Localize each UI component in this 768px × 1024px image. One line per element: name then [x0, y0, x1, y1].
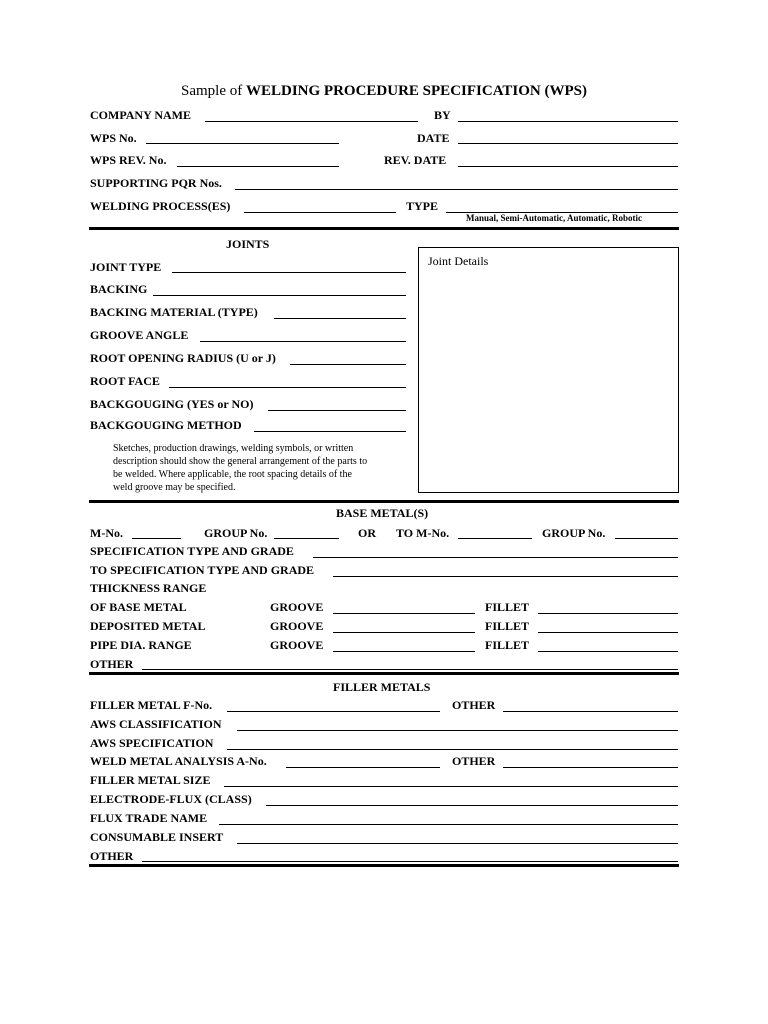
groove-label: GROOVE — [270, 638, 324, 652]
pipe-dia-fillet-field[interactable] — [538, 651, 678, 652]
base-metals-other-field[interactable] — [142, 669, 678, 670]
joints-note-line: weld groove may be specified. — [113, 482, 236, 493]
filler-metal-size-field[interactable] — [224, 786, 678, 787]
backing-field[interactable] — [153, 295, 406, 296]
groove-label: GROOVE — [270, 600, 324, 614]
title-prefix: Sample of — [181, 83, 243, 99]
date-field[interactable] — [458, 143, 678, 144]
electrode-flux-label: ELECTRODE-FLUX (CLASS) — [90, 792, 252, 806]
joint-type-label: JOINT TYPE — [90, 260, 162, 274]
backgouging-method-field[interactable] — [254, 431, 406, 432]
weld-metal-other-label: OTHER — [452, 754, 496, 768]
pipe-dia-groove-field[interactable] — [333, 651, 475, 652]
joints-note — [113, 442, 413, 494]
aws-specification-field[interactable] — [227, 749, 678, 750]
of-base-metal-label: OF BASE METAL — [90, 600, 187, 614]
by-field[interactable] — [458, 121, 678, 122]
consumable-insert-label: CONSUMABLE INSERT — [90, 830, 224, 844]
rev-date-label: REV. DATE — [384, 153, 447, 167]
group-no-2-label: GROUP No. — [542, 526, 606, 540]
backgouging-method-label: BACKGOUGING METHOD — [90, 418, 242, 432]
company-name-label: COMPANY NAME — [90, 108, 191, 122]
type-label: TYPE — [406, 199, 439, 213]
deposited-metal-label: DEPOSITED METAL — [90, 619, 206, 633]
supporting-pqr-label: SUPPORTING PQR Nos. — [90, 176, 222, 190]
wps-rev-no-label: WPS REV. No. — [90, 153, 167, 167]
backing-material-field[interactable] — [274, 318, 406, 319]
f-no-label: FILLER METAL F-No. — [90, 698, 213, 712]
m-no-label: M-No. — [90, 526, 123, 540]
f-no-field[interactable] — [227, 711, 440, 712]
base-metals-other-label: OTHER — [90, 657, 134, 671]
aws-specification-label: AWS SPECIFICATION — [90, 736, 214, 750]
flux-trade-name-label: FLUX TRADE NAME — [90, 811, 208, 825]
root-face-field[interactable] — [169, 387, 406, 388]
backing-material-label: BACKING MATERIAL (TYPE) — [90, 305, 258, 319]
joints-heading: JOINTS — [226, 237, 270, 251]
group-no-label: GROUP No. — [204, 526, 268, 540]
filler-metals-heading: FILLER METALS — [333, 680, 431, 694]
type-hint: Manual, Semi-Automatic, Automatic, Robotic — [466, 213, 642, 223]
electrode-flux-field[interactable] — [266, 805, 678, 806]
backing-label: BACKING — [90, 282, 148, 296]
section-divider-joints — [89, 227, 679, 230]
base-metal-groove-field[interactable] — [333, 613, 475, 614]
groove-label: GROOVE — [270, 619, 324, 633]
f-no-other-label: OTHER — [452, 698, 496, 712]
aws-classification-label: AWS CLASSIFICATION — [90, 717, 222, 731]
fillet-label: FILLET — [485, 619, 530, 633]
section-divider-base-metals — [89, 500, 679, 503]
backgouging-label: BACKGOUGING (YES or NO) — [90, 397, 254, 411]
root-opening-field[interactable] — [290, 364, 406, 365]
weld-metal-other-field[interactable] — [503, 767, 678, 768]
rev-date-field[interactable] — [458, 166, 678, 167]
filler-other-field[interactable] — [142, 861, 678, 862]
deposited-metal-fillet-field[interactable] — [538, 632, 678, 633]
pipe-dia-range-label: PIPE DIA. RANGE — [90, 638, 192, 652]
section-divider-filler-metals — [89, 672, 679, 675]
joint-type-field[interactable] — [172, 272, 406, 273]
filler-metal-size-label: FILLER METAL SIZE — [90, 773, 211, 787]
to-m-no-label: TO M-No. — [396, 526, 450, 540]
to-spec-type-grade-label: TO SPECIFICATION TYPE AND GRADE — [90, 563, 315, 577]
or-label: OR — [358, 526, 376, 540]
flux-trade-name-field[interactable] — [219, 824, 678, 825]
thickness-range-label: THICKNESS RANGE — [90, 581, 207, 595]
root-face-label: ROOT FACE — [90, 374, 160, 388]
aws-classification-field[interactable] — [237, 730, 678, 731]
page-title — [181, 84, 587, 99]
date-label: DATE — [417, 131, 450, 145]
base-metal-fillet-field[interactable] — [538, 613, 678, 614]
consumable-insert-field[interactable] — [237, 843, 678, 844]
groove-angle-label: GROOVE ANGLE — [90, 328, 189, 342]
filler-other-label: OTHER — [90, 849, 134, 863]
by-label: BY — [434, 108, 451, 122]
section-divider-end — [89, 864, 679, 867]
fillet-label: FILLET — [485, 600, 530, 614]
wps-no-label: WPS No. — [90, 131, 137, 145]
wps-no-field[interactable] — [146, 143, 339, 144]
to-spec-type-grade-field[interactable] — [333, 576, 678, 577]
base-metals-heading: BASE METAL(S) — [336, 506, 429, 520]
spec-type-grade-field[interactable] — [313, 557, 678, 558]
backgouging-field[interactable] — [268, 410, 406, 411]
deposited-metal-groove-field[interactable] — [333, 632, 475, 633]
root-opening-label: ROOT OPENING RADIUS (U or J) — [90, 351, 276, 365]
f-no-other-field[interactable] — [503, 711, 678, 712]
wps-rev-no-field[interactable] — [177, 166, 339, 167]
welding-processes-field[interactable] — [244, 212, 396, 213]
joint-details-box[interactable] — [418, 247, 679, 493]
weld-metal-analysis-label: WELD METAL ANALYSIS A-No. — [90, 754, 267, 768]
groove-angle-field[interactable] — [200, 341, 406, 342]
group-no-2-field[interactable] — [615, 538, 678, 539]
group-no-field[interactable] — [274, 538, 339, 539]
joints-note-line: be welded. Where applicable, the root spacing details of the — [113, 469, 352, 480]
m-no-field[interactable] — [132, 538, 181, 539]
fillet-label: FILLET — [485, 638, 530, 652]
welding-processes-label: WELDING PROCESS(ES) — [90, 199, 231, 213]
company-name-field[interactable] — [205, 121, 418, 122]
joints-note-line: description should show the general arrangement of the parts to — [113, 456, 368, 467]
title-main: WELDING PROCEDURE SPECIFICATION (WPS) — [246, 83, 588, 99]
supporting-pqr-field[interactable] — [235, 189, 678, 190]
joint-details-label: Joint Details — [428, 254, 489, 268]
spec-type-grade-label: SPECIFICATION TYPE AND GRADE — [90, 544, 294, 558]
to-m-no-field[interactable] — [458, 538, 532, 539]
joints-note-line: Sketches, production drawings, welding symbols, or written — [113, 443, 354, 454]
weld-metal-analysis-field[interactable] — [286, 767, 440, 768]
